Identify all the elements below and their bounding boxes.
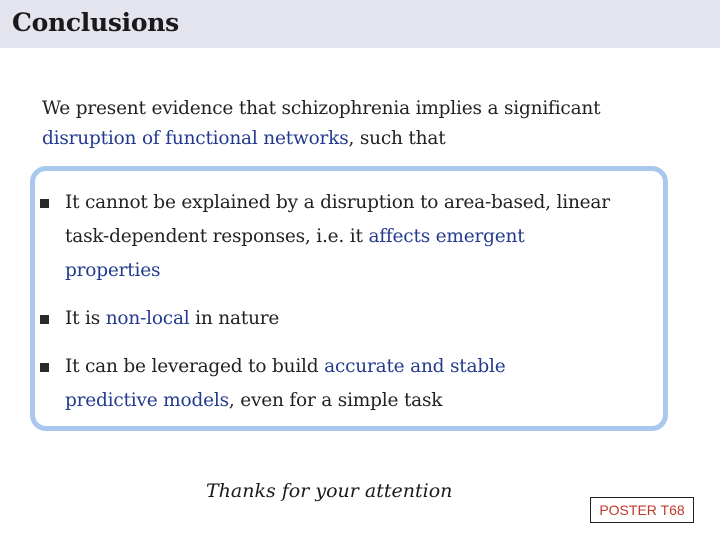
bullet-text — [65, 350, 505, 418]
square-bullet-icon — [40, 315, 49, 324]
square-bullet-icon — [40, 363, 49, 372]
bullet-text — [65, 186, 610, 288]
bullet-3-text-start: It can be leveraged to build — [65, 356, 325, 377]
intro-paragraph — [42, 94, 692, 154]
bullet-3-highlight-2: predictive models — [65, 390, 229, 411]
bullet-1-line-3: properties — [65, 260, 161, 281]
bullet-3-line-1 — [65, 350, 505, 384]
thanks-message: Thanks for your attention — [206, 480, 453, 502]
bullet-3-text-end: , even for a simple task — [228, 390, 443, 411]
bullet-2-text-start: It is — [65, 308, 106, 329]
intro-highlight: disruption of functional networks — [42, 128, 349, 149]
bullet-1-line-2 — [65, 220, 610, 254]
bullet-1-text: task-dependent responses, i.e. it — [65, 226, 369, 247]
bullet-text — [65, 302, 279, 336]
bullet-2-highlight: non-local — [105, 308, 190, 329]
bullet-2-text-end: in nature — [189, 308, 280, 329]
bullet-3-highlight-1: accurate and stable — [324, 356, 506, 377]
intro-text-end: , such that — [348, 128, 446, 149]
poster-tag: POSTER T68 — [590, 497, 694, 523]
bullet-1-line-1: It cannot be explained by a disruption to area-based, linear — [65, 192, 610, 213]
intro-text-start: We present evidence that schizophrenia implies a significant — [42, 98, 601, 119]
slide-title: Conclusions — [12, 8, 179, 37]
bullet-1-highlight: affects emergent — [368, 226, 525, 247]
square-bullet-icon — [40, 199, 49, 208]
bullet-3-line-2 — [65, 384, 505, 418]
